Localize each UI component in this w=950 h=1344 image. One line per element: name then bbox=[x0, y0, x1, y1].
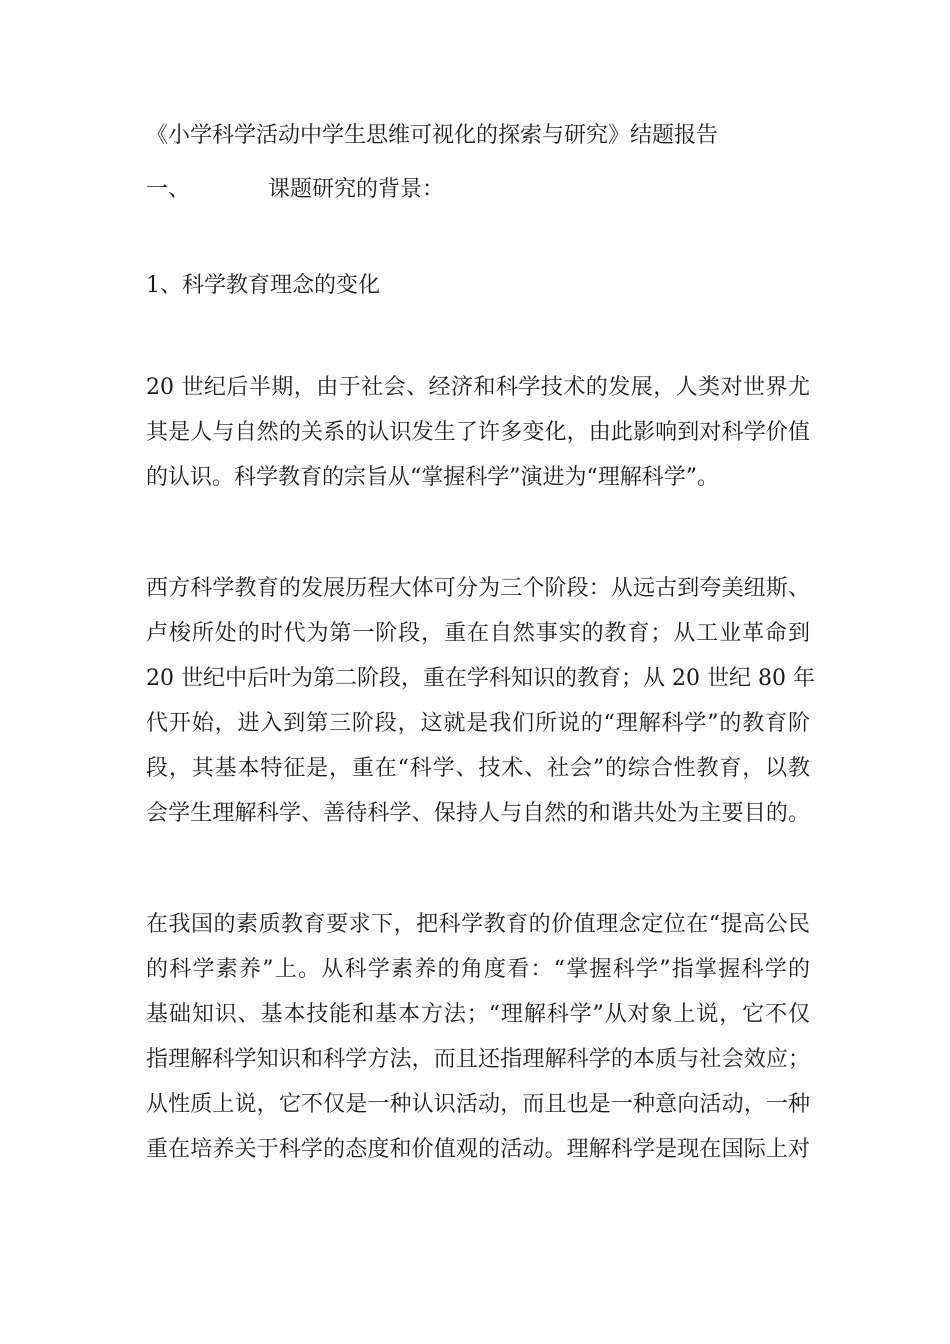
paragraph-line: 的科学素养”上。从科学素养的角度看：“掌握科学”指掌握科学的 bbox=[146, 957, 810, 982]
paragraph-line: 会学生理解科学、善待科学、保持人与自然的和谐共处为主要目的。 bbox=[146, 801, 810, 826]
paragraph-line: 卢梭所处的时代为第一阶段，重在自然事实的教育；从工业革命到 bbox=[146, 621, 810, 646]
paragraph-line: 基础知识、基本技能和基本方法；“理解科学”从对象上说，它不仅 bbox=[146, 1002, 810, 1027]
paragraph-line: 重在培养关于科学的态度和价值观的活动。理解科学是现在国际上对 bbox=[146, 1137, 810, 1162]
paragraph-line: 代开始，进入到第三阶段，这就是我们所说的“理解科学”的教育阶 bbox=[146, 711, 810, 736]
paragraph bbox=[146, 566, 815, 836]
paragraph-line: 在我国的素质教育要求下，把科学教育的价值理念定位在“提高公民 bbox=[146, 912, 810, 937]
paragraph-line: 从性质上说，它不仅是一种认识活动，而且也是一种意向活动，一种 bbox=[146, 1092, 810, 1117]
subsection-heading: 1、科学教育理念的变化 bbox=[146, 273, 380, 298]
paragraph bbox=[146, 902, 810, 1172]
paragraph-line: 20 世纪后半期，由于社会、经济和科学技术的发展，人类对世界尤 bbox=[146, 375, 810, 400]
section-heading bbox=[146, 172, 444, 208]
document-title: 《小学科学活动中学生思维可视化的探索与研究》结题报告 bbox=[146, 123, 719, 148]
section-number: 一、 bbox=[146, 177, 191, 202]
paragraph-line: 西方科学教育的发展历程大体可分为三个阶段：从远古到夸美纽斯、 bbox=[146, 576, 810, 601]
paragraph bbox=[146, 365, 810, 500]
paragraph-line: 其是人与自然的关系的认识发生了许多变化，由此影响到对科学价值 bbox=[146, 420, 810, 445]
paragraph-line: 段，其基本特征是，重在“科学、技术、社会”的综合性教育，以教 bbox=[146, 756, 810, 781]
paragraph-line: 20 世纪中后叶为第二阶段，重在学科知识的教育；从 20 世纪 80 年 bbox=[146, 666, 815, 691]
paragraph-line: 的认识。科学教育的宗旨从“掌握科学”演进为“理解科学”。 bbox=[146, 465, 719, 490]
paragraph-line: 指理解科学知识和科学方法，而且还指理解科学的本质与社会效应； bbox=[146, 1047, 810, 1072]
section-title: 课题研究的背景： bbox=[268, 177, 445, 202]
